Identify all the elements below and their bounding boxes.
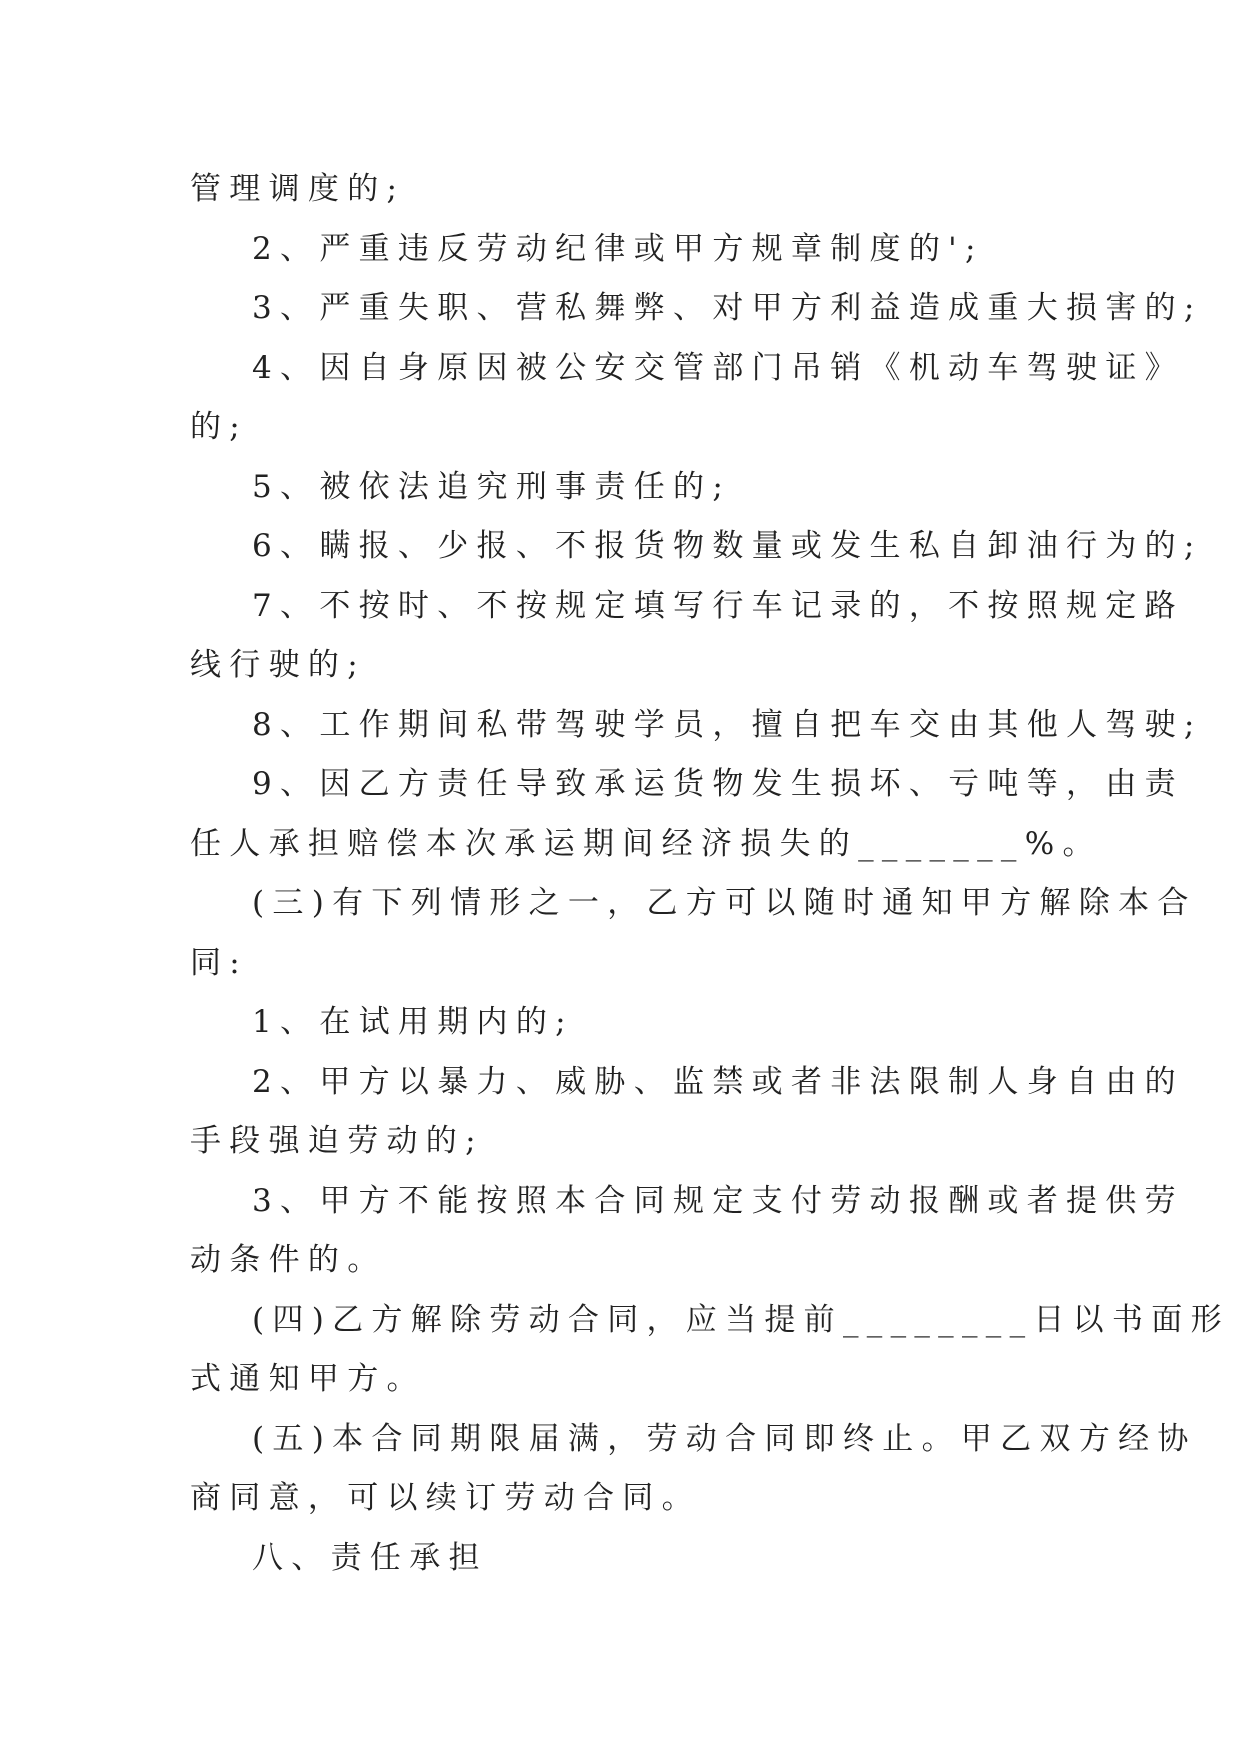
text-line: 动条件的。: [190, 1242, 387, 1278]
text-line: (三)有下列情形之一，乙方可以随时通知甲方解除本合: [252, 885, 1197, 921]
text-line: 4、因自身原因被公安交管部门吊销《机动车驾驶证》: [252, 349, 1184, 386]
text-line: 1、在试用期内的;: [252, 1004, 574, 1040]
text-line: 3、甲方不能按照本合同规定支付劳动报酬或者提供劳: [252, 1182, 1184, 1219]
text-line: 3、严重失职、营私舞弊、对甲方利益造成重大损害的;: [252, 290, 1203, 326]
text-line: 式通知甲方。: [190, 1361, 426, 1397]
document-body: [190, 160, 1230, 1588]
text-line: 管理调度的;: [190, 171, 406, 207]
text-line: 5、被依法追究刑事责任的;: [252, 468, 732, 505]
text-line: 2、甲方以暴力、威胁、监禁或者非法限制人身自由的: [252, 1063, 1184, 1100]
section-heading: 八、责任承担: [252, 1539, 488, 1576]
text-line: 线行驶的;: [190, 647, 366, 683]
text-line: 6、瞒报、少报、不报货物数量或发生私自卸油行为的;: [252, 528, 1203, 564]
text-line: 2、严重违反劳动纪律或甲方规章制度的';: [252, 230, 984, 267]
text-line: 手段强迫劳动的;: [190, 1123, 484, 1159]
text-line: 任人承担赔偿本次承运期间经济损失的_______%。: [190, 825, 1102, 862]
text-line: 的;: [190, 409, 249, 445]
text-line: 商同意，可以续订劳动合同。: [190, 1480, 701, 1516]
text-line: 7、不按时、不按规定填写行车记录的，不按照规定路: [252, 587, 1184, 624]
text-line: 9、因乙方责任导致承运货物发生损坏、亏吨等，由责: [252, 766, 1184, 802]
text-line: (四)乙方解除劳动合同，应当提前________日以书面形: [252, 1301, 1230, 1338]
text-line: 8、工作期间私带驾驶学员，擅自把车交由其他人驾驶;: [252, 706, 1203, 743]
text-line: (五)本合同期限届满，劳动合同即终止。甲乙双方经协: [252, 1420, 1197, 1457]
text-line: 同:: [190, 944, 249, 981]
